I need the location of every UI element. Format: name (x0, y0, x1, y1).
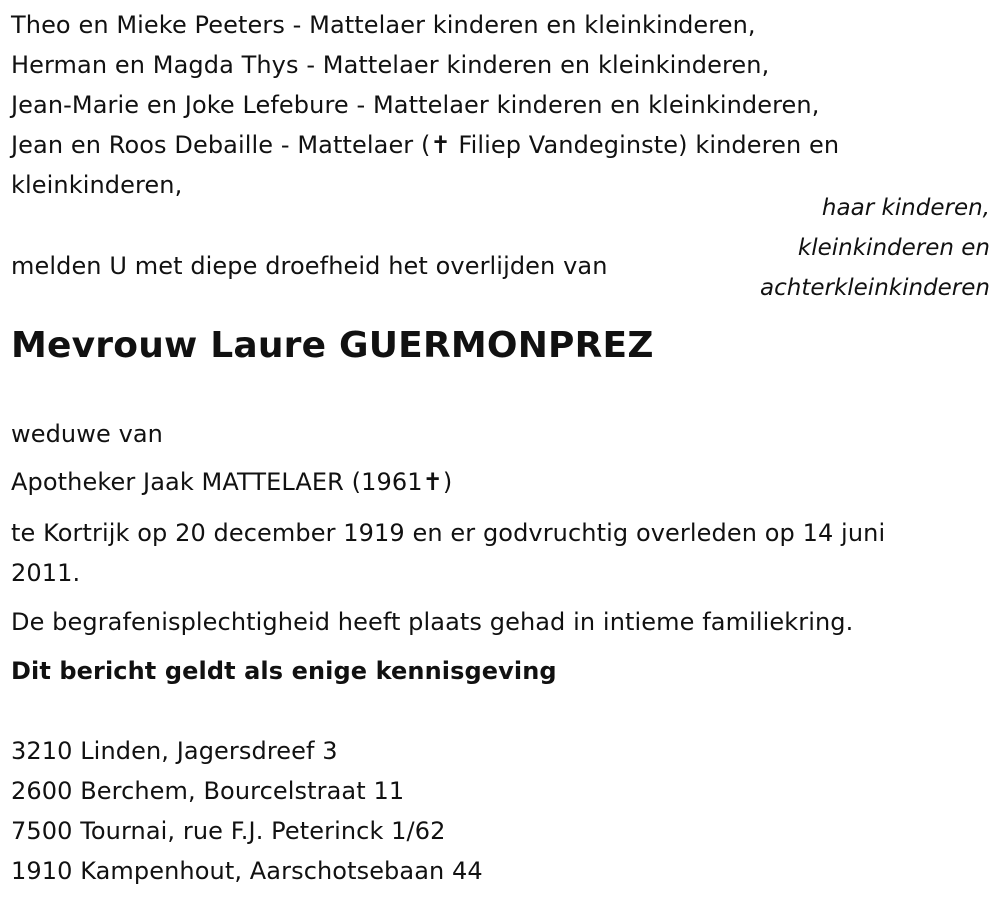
life-dates-line-1: te Kortrijk op 20 december 1919 en er godvruchtig overleden op 14 juni (11, 519, 886, 547)
notice-line: Dit bericht geldt als enige kennisgeving (11, 657, 557, 685)
deceased-name: Mevrouw Laure GUERMONPREZ (11, 325, 654, 366)
funeral-line: De begrafenisplechtigheid heeft plaats gehad in intieme familiekring. (11, 608, 854, 636)
family-line-5: kleinkinderen, (11, 171, 183, 199)
address-1: 3210 Linden, Jagersdreef 3 (11, 737, 338, 765)
descendants-line-1: haar kinderen, (821, 195, 990, 221)
spouse-line: Apotheker Jaak MATTELAER (1961✝) (11, 468, 453, 496)
address-3: 7500 Tournai, rue F.J. Peterinck 1/62 (11, 817, 446, 845)
address-2: 2600 Berchem, Bourcelstraat 11 (11, 777, 405, 805)
family-line-3: Jean-Marie en Joke Lefebure - Mattelaer kinderen en kleinkinderen, (11, 91, 820, 119)
descendants-note (690, 188, 990, 308)
widow-label: weduwe van (11, 420, 163, 448)
address-4: 1910 Kampenhout, Aarschotsebaan 44 (11, 857, 483, 885)
announcement-line: melden U met diepe droefheid het overlijden van (11, 252, 608, 280)
family-line-4: Jean en Roos Debaille - Mattelaer (✝ Filiep Vandeginste) kinderen en (11, 131, 840, 159)
life-dates-line-2: 2011. (11, 559, 81, 587)
family-line-2: Herman en Magda Thys - Mattelaer kinderen en kleinkinderen, (11, 51, 770, 79)
descendants-line-2: kleinkinderen en (797, 235, 990, 261)
family-line-1: Theo en Mieke Peeters - Mattelaer kinderen en kleinkinderen, (11, 11, 756, 39)
descendants-line-3: achterkleinkinderen (760, 275, 990, 301)
